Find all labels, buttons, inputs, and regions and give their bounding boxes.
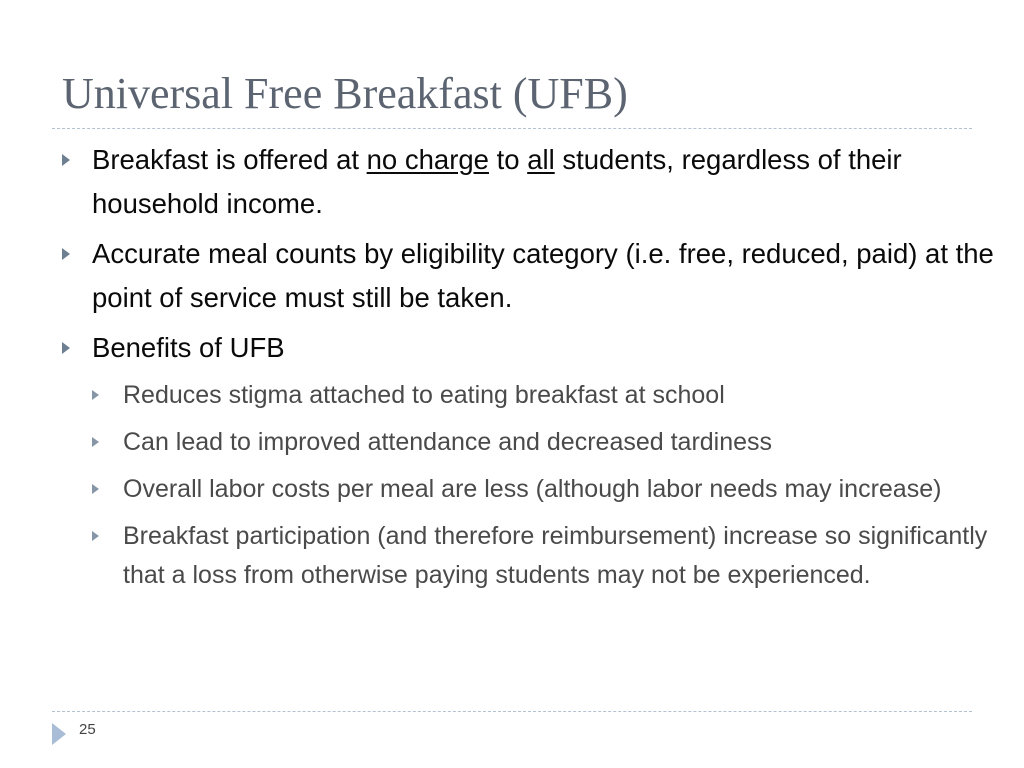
sub-bullet-text: Overall labor costs per meal are less (although labor needs may increase) [123,475,942,503]
bullet-text: students, regardless of their household income. [92,144,902,219]
sub-bullet-item [92,470,1003,509]
triangle-bullet-icon [92,437,99,447]
sub-bullet-item [92,376,1003,415]
sub-bullet-text: Can lead to improved attendance and decreased tardiness [123,428,773,456]
triangle-bullet-icon [62,248,70,260]
slide-body [62,138,1012,603]
bullet-text: Benefits of UFB [92,332,285,363]
bullet-text: Breakfast is offered at [92,144,367,175]
underlined-text-no-charge: no charge [366,144,489,175]
triangle-bullet-icon [62,154,70,166]
triangle-bullet-icon [92,390,99,400]
page-number: 25 [79,721,96,738]
sub-bullet-item [92,423,1003,462]
sub-bullet-text: Reduces stigma attached to eating breakfast at school [123,381,725,409]
bullet-item-meal-counts [62,232,1012,320]
sub-bullet-text: Breakfast participation (and therefore reimbursement) increase so significantly that a loss from otherwise paying students may not be experienced. [123,522,988,589]
triangle-bullet-icon [62,342,70,354]
footer-divider [52,711,972,712]
bullet-item-benefits [62,326,1012,370]
triangle-bullet-icon [92,531,99,541]
footer-triangle-icon [52,723,66,745]
sub-bullet-item [92,517,1003,595]
slide-title: Universal Free Breakfast (UFB) [62,69,628,118]
title-divider [52,128,972,129]
bullet-item-no-charge [62,138,1012,226]
bullet-text: Accurate meal counts by eligibility category (i.e. free, reduced, paid) at the point of service must still be taken. [92,238,994,313]
bullet-text: to [488,144,528,175]
underlined-text-all: all [527,144,555,175]
triangle-bullet-icon [92,484,99,494]
